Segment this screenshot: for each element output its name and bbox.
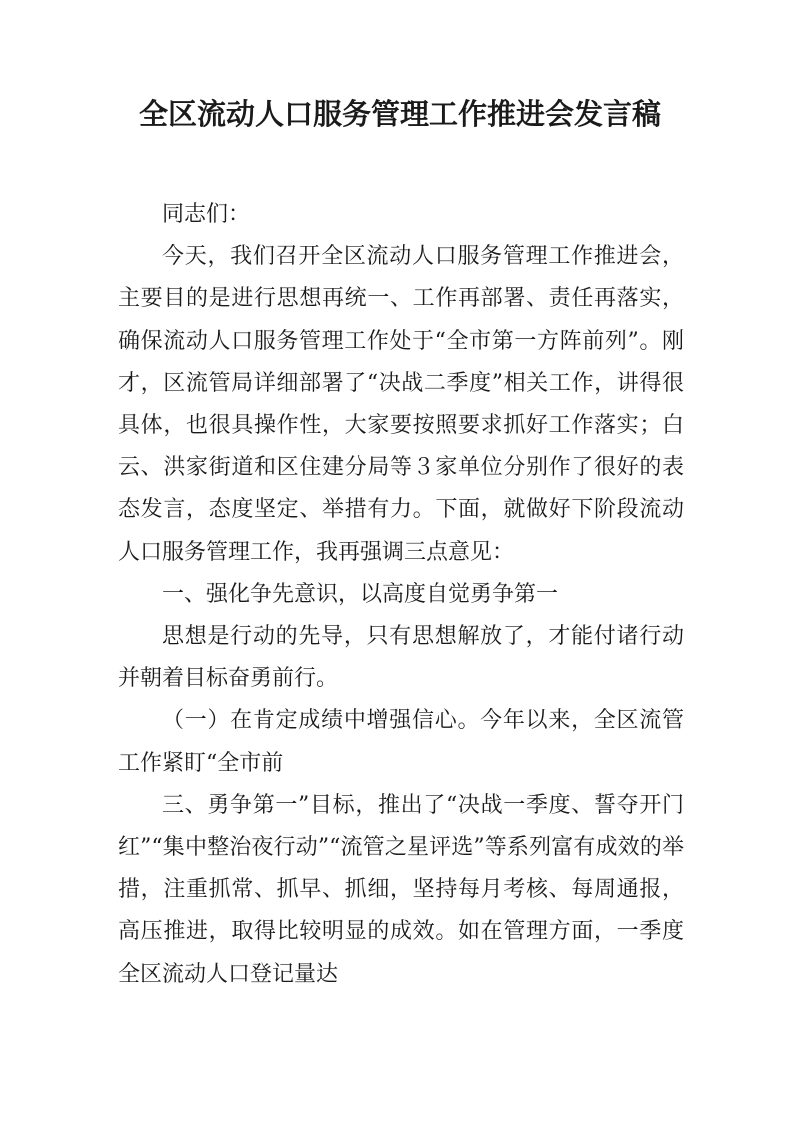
body-paragraph: 思想是行动的先导，只有思想解放了，才能付诸行动并朝着目标奋勇前行。 <box>118 624 684 692</box>
salutation-paragraph: 同志们： <box>162 202 251 227</box>
document-body <box>118 194 684 996</box>
document-title: 全区流动人口服务管理工作推进会发言稿 <box>138 97 661 131</box>
intro-paragraph: 今天，我们召开全区流动人口服务管理工作推进会，主要目的是进行思想再统一、工作再部署、责任再落实，确保流动人口服务管理工作处于“全市第一方阵前列”。刚才，区流管局详细部署了“决战二季度”相关工作，讲得很具体，也很具操作性，大家要按照要求抓好工作落实；白云、洪家街道和区住建分局等３家单位分别作了很好的表态发言，态度坚定、举措有力。下面，就做好下阶段流动人口服务管理工作，我再强调三点意见： <box>118 244 684 565</box>
subsection-paragraph-1: （一）在肯定成绩中增强信心。今年以来，全区流管工作紧盯“全市前 <box>118 708 684 776</box>
section-heading-1: 一、强化争先意识，以高度自觉勇争第一 <box>162 581 559 607</box>
body-paragraph: 三、勇争第一”目标，推出了“决战一季度、誓夺开门红”“集中整治夜行动”“流管之星评选”等系列富有成效的举措，注重抓常、抓早、抓细，坚持每月考核、每周通报，高压推进，取得比较明显的成效。如在管理方面，一季度全区流动人口登记量达 <box>118 792 684 987</box>
